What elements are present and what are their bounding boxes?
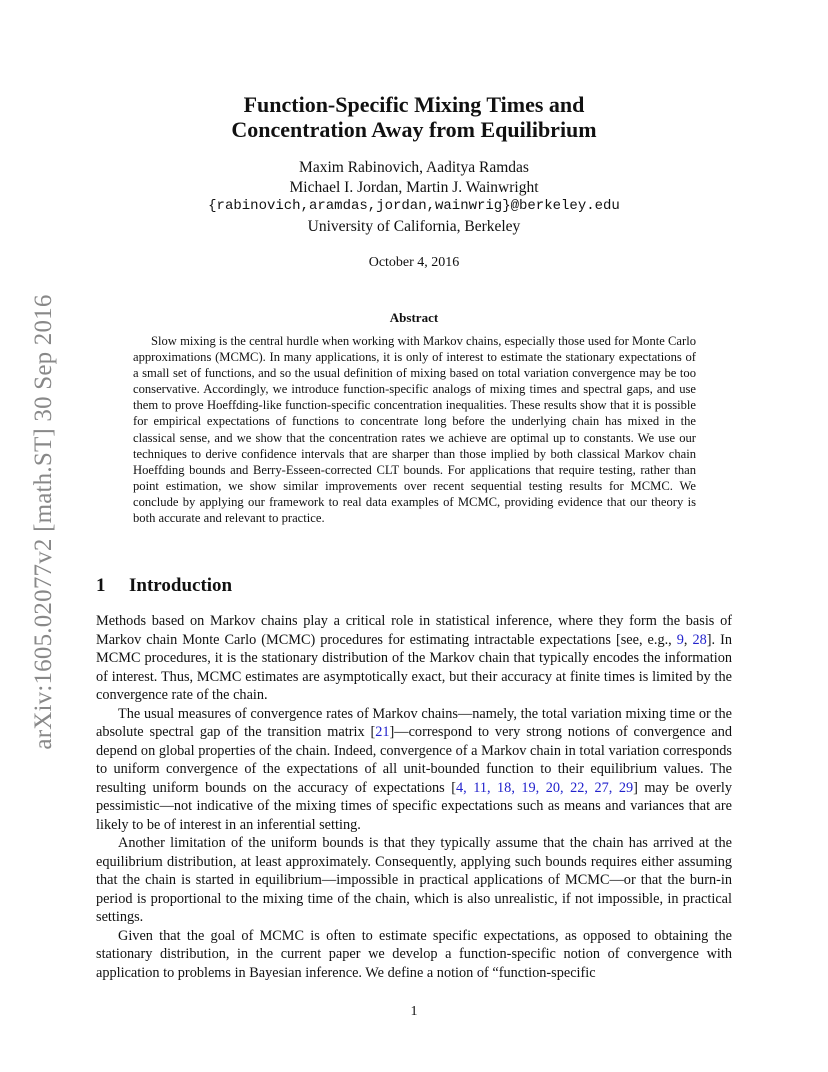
title-line-1: Function-Specific Mixing Times and	[243, 92, 585, 117]
paragraph-text: ] may be overly pessimistic—not indicative of the mixing times of specific expectations such as means and variances that are likely to be of interest in an inferential setting.	[96, 779, 732, 833]
paragraph-text: ]. In MCMC procedures, it is the stationary distribution of the Markov chain that typically encodes the information of interest. Thus, MCMC estimates are asymptotically exact, but their accuracy at finite times is limited by the convergence rate of the chain.	[96, 631, 732, 703]
citation-link-group[interactable]: 4, 11, 18, 19, 20, 22, 27, 29	[455, 779, 634, 796]
citation-link[interactable]: 28	[692, 631, 707, 648]
paper-title	[0, 92, 828, 142]
paragraph-2	[96, 705, 732, 835]
arxiv-sidebar-stamp	[16, 272, 72, 772]
authors-line-2: Michael I. Jordan, Martin J. Wainwright	[289, 178, 539, 196]
paragraph-1	[96, 612, 732, 705]
author-emails: {rabinovich,aramdas,jordan,wainwrig}@berkeley.edu	[208, 198, 620, 214]
abstract-heading: Abstract	[389, 310, 439, 325]
arxiv-identifier: arXiv:1605.02077v2 [math.ST] 30 Sep 2016	[30, 294, 57, 750]
paragraph-text: The usual measures of convergence rates of Markov chains—namely, the total variation mixing time or the absolute spectral gap of the transition matrix [	[96, 705, 732, 740]
title-line-2: Concentration Away from Equilibrium	[231, 117, 597, 142]
paragraph-text: Methods based on Markov chains play a critical role in statistical inference, where they form the basis of Markov chain Monte Carlo (MCMC) procedures for estimating intractable expectations [see, e.g.,	[96, 613, 732, 648]
paragraph-text: ]—correspond to very strong notions of convergence and depend on global properties of the chain. Indeed, convergence of a Markov chain in total variation corresponds to uniform convergence of the expectations of all unit-bounded function to their equilibrium values. The resulting uniform bounds on the accuracy of expectations [	[96, 724, 732, 796]
introduction-body	[96, 612, 732, 982]
author-block	[0, 158, 828, 236]
citation-link[interactable]: 9	[676, 631, 684, 648]
section-number: 1	[96, 575, 106, 596]
affiliation: University of California, Berkeley	[307, 217, 521, 235]
abstract-text: Slow mixing is the central hurdle when working with Markov chains, especially those used for Monte Carlo approximations (MCMC). In many applications, it is only of interest to estimate the stationary expectations of a small set of functions, and so the usual definition of mixing based on total variation convergence may be too conservative. Accordingly, we introduce function-specific analogs of mixing times and spectral gaps, and use them to prove Hoeffding-like function-specific concentration inequalities. These results show that it is possible for empirical expectations of functions to concentrate long before the underlying chain has mixed in the classical sense, and we show that the concentration rates we achieve are optimal up to constants. We use our techniques to derive confidence intervals that are sharper than those implied by both classical Markov chain Hoeffding bounds and Berry-Esseen-corrected CLT bounds. For applications that require testing, rather than point estimation, we show similar improvements over recent sequential testing results for MCMC. We conclude by applying our framework to real data examples of MCMC, providing evidence that our theory is both accurate and relevant to practice.	[133, 334, 696, 526]
citation-link[interactable]: 21	[375, 724, 390, 740]
paragraph-3: Another limitation of the uniform bounds is that they typically assume that the chain has arrived at the equilibrium distribution, at least approximately. Consequently, applying such bounds requires either assuming that the chain is started in equilibrium—impossible in practical applications of MCMC—or that the burn-in period is proportional to the mixing time of the chain, which is also unrealistic, if not impossible, in practical settings.	[96, 835, 732, 925]
authors-line-1: Maxim Rabinovich, Aaditya Ramdas	[299, 159, 529, 176]
paragraph-4: Given that the goal of MCMC is often to estimate specific expectations, as opposed to obtaining the stationary distribution, in the current paper we develop a function-specific notion of convergence with application to problems in Bayesian inference. We define a notion of “function-specific	[96, 927, 732, 981]
section-heading	[96, 575, 232, 597]
citation-separator: ,	[683, 631, 693, 648]
page-number: 1	[410, 1004, 418, 1019]
section-title: Introduction	[129, 575, 233, 596]
paper-date: October 4, 2016	[368, 255, 460, 270]
